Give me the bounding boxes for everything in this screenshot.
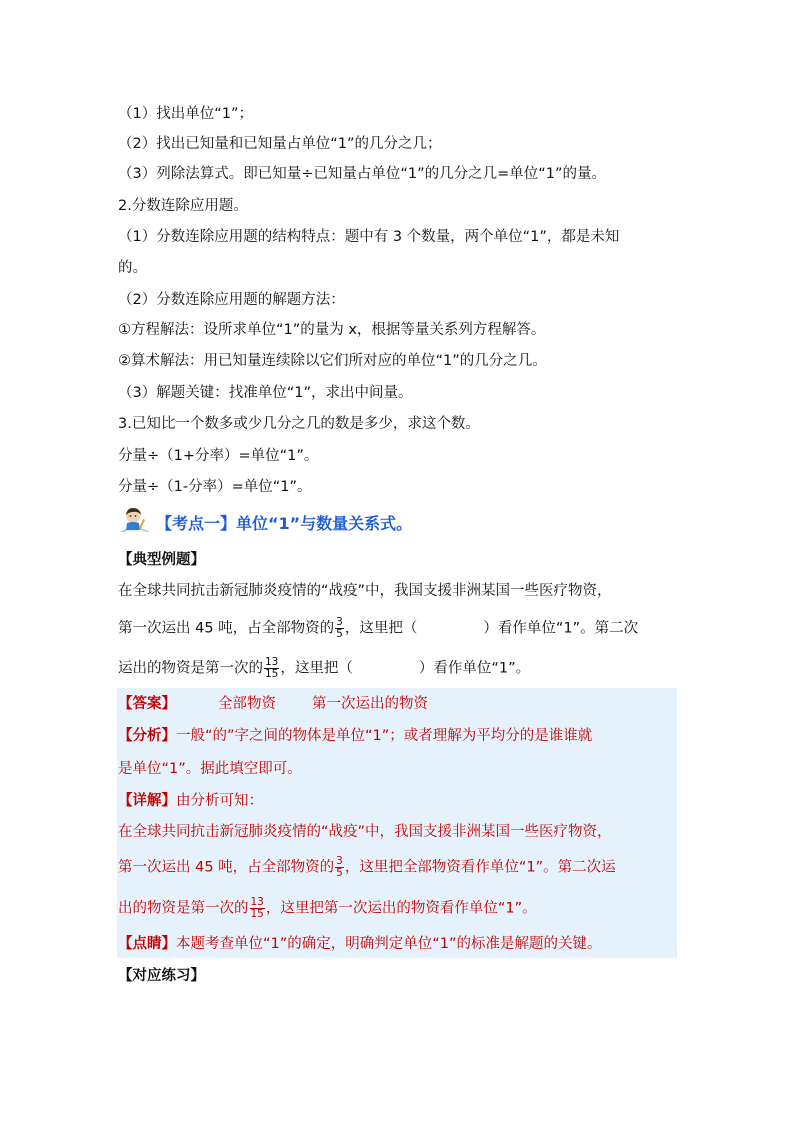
text-line-13: 分量÷（1-分率）=单位“1”。 [118, 479, 312, 495]
detail-intro-text: 由分析可知： [176, 793, 263, 809]
fraction-three-fifths [335, 856, 344, 879]
detail-line-intro [118, 791, 263, 811]
fraction-denominator: 15 [250, 908, 264, 920]
text-line-11: 3.已知比一个数多或少几分之几的数是多少，求这个数。 [118, 416, 480, 432]
detail-text: ，这里把第一次运出的物资看作单位“1”。 [265, 900, 537, 917]
question-line-2 [118, 617, 638, 640]
answer-tag: 【答案】 [118, 696, 176, 712]
fraction-three-fifths [335, 617, 344, 640]
detail-text: 第一次运出 45 吨，占全部物资的 [118, 859, 335, 876]
fraction-thirteen-fifteenths [264, 657, 279, 680]
fraction-denominator: 5 [336, 867, 343, 879]
text-line-4: 2.分数连除应用题。 [118, 198, 248, 214]
text-line-1: （1）找出单位“1”； [118, 106, 253, 122]
answer-value-2: 第一次运出的物资 [312, 696, 428, 712]
fraction-numerator: 3 [336, 616, 343, 628]
question-text: ，这里把（ [280, 660, 353, 677]
text-line-5: （1）分数连除应用题的结构特点：题中有 3 个数量，两个单位“1”，都是未知 [118, 229, 620, 245]
section-heading-text: 【考点一】单位“1”与数量关系式。 [156, 513, 413, 533]
question-line-1: 在全球共同抗击新冠肺炎疫情的“战疫”中，我国支援非洲某国一些医疗物资， [118, 583, 612, 599]
student-writing-icon [118, 505, 152, 539]
point-text: 本题考查单位“1”的确定，明确判定单位“1”的标准是解题的关键。 [176, 936, 602, 952]
fraction-denominator: 5 [336, 628, 343, 640]
fraction-numerator: 3 [336, 855, 343, 867]
text-line-7: （2）分数连除应用题的解题方法： [118, 292, 345, 308]
section-heading [118, 506, 412, 538]
text-line-9: ②算术解法：用已知量连续除以它们所对应的单位“1”的几分之几。 [118, 353, 547, 369]
example-title: 【典型例题】 [118, 552, 205, 568]
analysis-line-2: 是单位“1”。据此填空即可。 [118, 761, 302, 777]
point-tag: 【点睛】 [118, 936, 176, 952]
detail-line-3 [118, 897, 537, 920]
fraction-denominator: 15 [265, 668, 279, 680]
answer-line [118, 694, 428, 714]
fraction-numerator: 13 [250, 896, 264, 908]
question-text: 第一次运出 45 吨，占全部物资的 [118, 620, 335, 637]
detail-text: 出的物资是第一次的 [118, 900, 249, 917]
text-line-6: 的。 [118, 260, 147, 276]
analysis-tag: 【分析】 [118, 728, 176, 744]
question-text: 运出的物资是第一次的 [118, 660, 263, 677]
question-text: ）看作单位“1”。第二次 [483, 620, 639, 637]
text-line-10: （3）解题关键：找准单位“1”，求出中间量。 [118, 385, 413, 401]
detail-text: ，这里把全部物资看作单位“1”。第二次运 [344, 859, 616, 876]
text-line-2: （2）找出已知量和已知量占单位“1”的几分之几； [118, 136, 442, 152]
point-line [118, 934, 602, 954]
question-text: ）看作单位“1”。 [418, 660, 531, 677]
fraction-numerator: 13 [265, 656, 279, 668]
answer-value-1: 全部物资 [218, 696, 276, 712]
detail-line-2 [118, 856, 616, 879]
text-line-12: 分量÷（1+分率）=单位“1”。 [118, 448, 319, 464]
analysis-line-1 [118, 726, 592, 746]
practice-title: 【对应练习】 [118, 968, 205, 984]
analysis-text: 一般“的”字之间的物体是单位“1”；或者理解为平均分的是谁谁就 [176, 728, 593, 744]
fraction-thirteen-fifteenths [250, 897, 265, 920]
question-text: ，这里把（ [344, 620, 418, 637]
question-line-3 [118, 657, 530, 680]
text-line-3: （3）列除法算式。即已知量÷已知量占单位“1”的几分之几=单位“1”的量。 [118, 166, 607, 182]
detail-tag: 【详解】 [118, 793, 176, 809]
text-line-8: ①方程解法：设所求单位“1”的量为 x，根据等量关系列方程解答。 [118, 322, 546, 338]
detail-line-1: 在全球共同抗击新冠肺炎疫情的“战疫”中，我国支援非洲某国一些医疗物资， [118, 824, 612, 840]
